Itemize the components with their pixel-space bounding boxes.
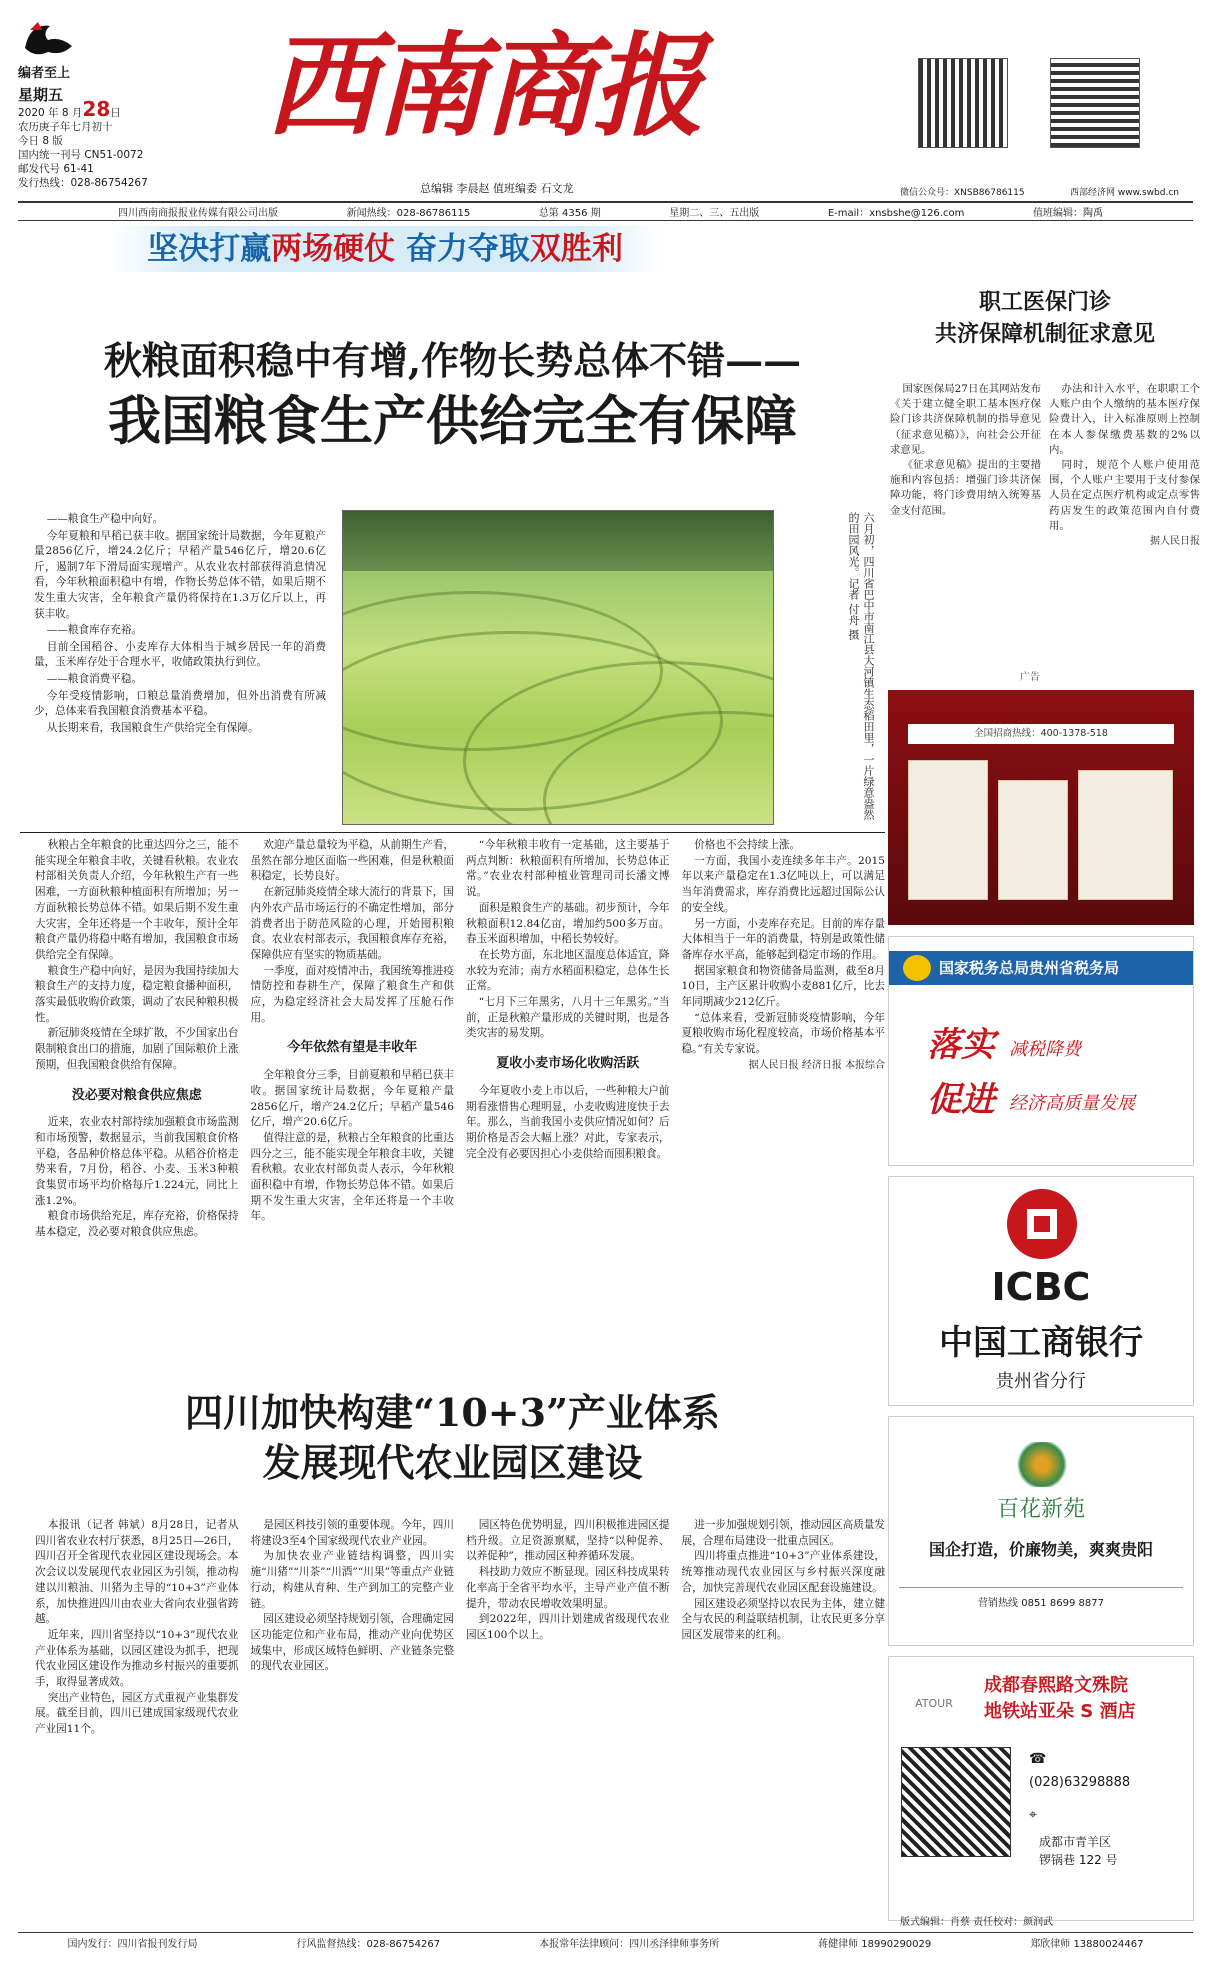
qr-wechat[interactable] [918,58,1008,148]
info-bar [18,201,1193,221]
lead-kicker: 秋粮面积稳中有增,作物长势总体不错—— [103,338,802,383]
weekday: 星期五 [18,86,64,104]
duty-editor: 值班编辑：陶禹 [1032,208,1103,219]
footer-law: 本报常年法律顾问：四川丞泽律师事务所 [539,1939,720,1950]
second-col-4: 进一步加强规划引领，推动园区高质量发展，合理布局建设一批重点园区。 四川将重点推进“10+3”产业体系建设，统筹推动现代农业园区与乡村振兴深度融合，加快完善现代农业园区配套设施建设。 园区建设必须坚持以农民为主体，建立健全与农民的利益联结机制，让农民更多分享园区发展带来的红利。 [681,1519,885,1641]
email: E-mail：xnsbshe@126.com [827,208,965,219]
icbc-cn: 中国工商银行 [939,1323,1143,1363]
hotline: 新闻热线：028-86786115 [346,208,471,219]
hotel-phone: (028)63298888 [1029,1775,1131,1790]
baihua-name: 百花新苑 [996,1497,1085,1522]
publisher: 四川西南商报报业传媒有限公司出版 [118,208,278,219]
second-col-2: 是园区科技引领的重要体现。今年，四川将建设3至4个国家级现代农业产业园。 为加快农业产业链结构调整，四川实施“川猪”“川茶”“川酒”“川果”等重点产业链行动，构建从育种、生产到加工的完整产业链。 园区建设必须坚持规划引领，合理确定园区功能定位和产业布局，推动产业向优势区域集中，形成区域特色鲜明、产业链条完整的现代农业园区。 [250,1519,454,1673]
page-sig: 版式编辑：肖蔡 责任校对：颜润武 [900,1917,1054,1928]
ad-tax-bureau[interactable] [888,936,1194,1166]
issue-meta [18,88,188,190]
logo-icon [20,18,80,60]
second-body [35,1518,885,1924]
second-headline: 四川加快构建“10+3”产业体系 发展现代农业园区建设 [185,1390,720,1485]
qr-caption-2: 西部经济网 www.swbd.cn [1070,188,1179,198]
right-col-1: 国家医保局27日在其网站发布《关于建立健全职工基本医疗保险门诊共济保障机制的指导意见（征求意见稿）》，向社会公开征求意见。 《征求意见稿》提出的主要措施和内容包括：增强门诊共济保障功能，将门诊费用纳入统筹基金支付范围。 [890,383,1041,517]
baihua-logo-icon [1014,1442,1070,1487]
baihua-slogan: 国企打造，价廉物美，爽爽贵阳 [928,1540,1153,1559]
slogan-2-sub: 经济高质量发展 [1009,1093,1135,1114]
hotel-addr-2: 锣锅巷 122 号 [1039,1853,1118,1867]
lead-summary: ——粮食生产稳中向好。 今年夏粮和早稻已获丰收。据国家统计局数据，今年夏粮产量2856亿斤，增24.2亿斤；早稻产量546亿斤，增20.6亿斤，遏制7年下滑局面实现增产。从农业农村部获得消息情况看，今年秋粮面积稳中有增，作物长势总体不错，如果后期不发生重大灾害，全年粮食产量仍将保持在1.3万亿斤以上，再获丰收。 ——粮食库存充裕。 目前全国稻谷、小麦库存大体相当于城乡居民一年的消费量，玉米库存处于合理水平，收储政策执行到位。 ——粮食消费平稳。 今年受疫情影响，口粮总量消费增加，但外出消费有所减少，总体来看我国粮食消费基本平稳。 从长期来看，我国粮食生产供给完全有保障。 [34,513,326,734]
icbc-en: ICBC [991,1265,1091,1309]
ad-baihua[interactable] [888,1416,1194,1646]
subhead: 今年依然有望是丰收年 [287,1040,418,1056]
lead-col-1: 秋粮占全年粮食的比重达四分之三，能不能实现全年粮食丰收，关键看秋粮。农业农村部相关负责人介绍，今年秋粮生产有一些困难，一方面秋粮种植面积有所增加；另一方面秋粮长势总体不错。如果后期不发生重大灾害，全年还将是一个丰收年，预计全年粮食产量仍将稳中略有增加，我国粮食市场供给完全有保障。 粮食生产稳中向好，是因为我国持续加大粮食生产的支持力度，稳定粮食播种面积，落实最低收购价政策，调动了农民种粮积极性。 新冠肺炎疫情在全球扩散，不少国家出台限制粮食出口的措施，加剧了国际粮价上涨预期，但我国粮食供给有保障。 没必要对粮食供应焦虑 近来，农业农村部持续加强粮食市场监测和市场预警，数据显示，当前我国粮食价格平稳，各品种价格总体平稳。从稻谷价格走势来看，7月份，稻谷、小麦、玉米3种粮食集贸市场平均价格每斤1.224元，同比上涨1.2%。 粮食市场供给充足，库存充裕，价格保持基本稳定，没必要对粮食供应焦虑。 [35,839,239,1239]
location-icon: ⌖ [1029,1807,1037,1823]
masthead-title: 西南商报 [265,21,701,152]
slogan-1-sub: 减税降费 [1009,1039,1081,1060]
lead-col-3: “今年秋粮丰收有一定基础，这主要基于两点判断：秋粮面积有所增加，长势总体正常。”农业农村部种植业管理司司长潘文博说。 面积是粮食生产的基础。初步预计，今年秋粮面积12.84亿亩，增加约500多万亩。春玉米面积增加，中稻长势较好。 在长势方面，东北地区温度总体适宜，降水较为充沛；南方水稻面积稳定，总体生长正常。 “七月下三年黑劣，八月十三年黑劣。”当前，正是秋粮产量形成的关键时期，也是各类灾害的易发期。 夏收小麦市场化收购活跃 今年夏收小麦上市以后，一些种粮大户前期看涨惜售心理明显，小麦收购进度快于去年。那么，当前我国小麦供应情况如何？后期价格是否会大幅上涨？对此，专家表示，完全没有必要因担心小麦供给而囤积粮食。 [466,839,670,1160]
ad-icbc[interactable] [888,1176,1194,1406]
lead-headline: 我国粮食生产供给完全有保障 [108,391,797,452]
product-box [998,780,1068,900]
phone: 发行热线：028-86754267 [18,177,148,189]
ad-hotline: 全国招商热线：400-1378-518 [908,724,1174,744]
lead-col-2: 欢迎产量总量较为平稳，从前期生产看，虽然在部分地区面临一些困难，但是秋粮面积稳定，长势良好。 在新冠肺炎疫情全球大流行的背景下，国内外农产品市场运行的不确定性增加，部分消费者出于防范风险的心理，开始囤积粮食。农业农村部表示，我国粮食库存充裕，保障供应有坚实的物质基础。 一季度，面对疫情冲击，我国统筹推进疫情防控和春耕生产，保障了粮食生产和供应，为稳定经济社会大局发挥了压舱石作用。 今年依然有望是丰收年 全年粮食分三季，目前夏粮和早稻已获丰收。据国家统计局数据，今年夏粮产量2856亿斤，增产24.2亿斤；早稻产量546亿斤，增产20.6亿斤。 值得注意的是，秋粮占全年粮食的比重达四分之三，能不能实现全年粮食丰收，关键看秋粮。农业农村部负责人表示，今年秋粮面积稳中有增，作物长势总体不错。如果后期不发生重大灾害，全年还将是一个丰收年。 [250,839,454,1223]
ad-liquor[interactable] [888,690,1194,925]
product-box [1078,770,1173,900]
qr-site[interactable] [1050,58,1140,148]
tax-emblem-icon [903,955,931,981]
motto: 编者至上 [18,66,71,81]
divider [20,832,885,833]
hotel-brand: ATOUR [915,1697,953,1710]
qr-code-icon [901,1747,1011,1857]
cn-number: 国内统一刊号 CN51-0072 [18,149,144,161]
second-col-1: 本报讯（记者 韩斌）8月28日，记者从四川省农业农村厅获悉，8月25日—26日，四川召开全省现代农业园区建设现场会。本次会议以发展现代农业园区为引领，推动构建以川粮油、川猪为主导的“10+3”产业体系，加快推进四川由农业大省向农业强省跨越。 近年来，四川省坚持以“10+3”现代农业产业体系为基础，以园区建设为抓手，把现代农业园区建设作为推动乡村振兴的重要抓手，取得显著成效。 突出产业特色，园区方式重视产业集群发展。截至目前，四川已建成国家级现代农业产业园11个。 [35,1519,239,1736]
schedule: 星期二、三、五出版 [669,208,760,219]
ad-label: 广告 [1020,672,1040,683]
editors: 总编辑 李晨赵 值班编委 石文龙 [420,182,574,195]
second-col-3: 园区特色优势明显，四川积极推进园区提档升级。立足资源禀赋，坚持“以种促养、以养促种”，推动园区种养循环发展。 科技助力效应不断显现。园区科技成果转化率高于全省平均水平，主导产业产值不断提升，带动农民增收效果明显。 到2022年，四川计划建成省级现代农业园区100个以上。 [466,1519,670,1641]
post-code: 邮发代号 61-41 [18,163,94,175]
issue-number: 总第 4356 期 [538,208,601,219]
phone-icon: ☎ [1029,1751,1047,1767]
footer-dist: 国内发行：四川省报刊发行局 [67,1939,198,1950]
byline: 据人民日报 [1150,536,1200,548]
lead-col-4: 价格也不会持续上涨。 一方面，我国小麦连续多年丰产。2015年以来产量稳定在1.3亿吨以上，可以满足当年消费需求，库存消费比远超过国际公认的安全线。 另一方面，小麦库存充足。目前的库存量大体相当于一年的消费量，特别是政策性储备库存水平高，能够起到稳定市场的作用。 据国家粮食和物资储备局监测，截至8月10日，主产区累计收购小麦881亿斤，比去年同期减少212亿斤。 “总体来看，受新冠肺炎疫情影响，今年夏粮收购市场化程度较高，市场价格基本平稳。”有关专家说。 据人民日报 经济日报 本报综合 [682,838,886,1333]
footer-lawyer-1: 蒋健律师 18990290029 [818,1939,932,1950]
right-headline: 职工医保门诊 共济保障机制征求意见 [934,289,1155,347]
ad-atour-hotel[interactable] [888,1656,1194,1921]
slogan-2: 促进 [927,1080,995,1120]
hotel-name-2: 地铁站亚朵 S 酒店 [984,1701,1136,1722]
qr-code-icon [918,58,1008,148]
tax-bureau-title: 国家税务总局贵州省税务局 [889,951,1193,985]
icbc-branch: 贵州省分行 [996,1371,1086,1392]
right-col-2: 办法和计入水平，在职职工个人账户由个人缴纳的基本医疗保险费计入，计入标准原则上控制在本人参保缴费基数的2%以内。 同时，规范个人账户使用范围，个人账户主要用于支付参保人员在定点医疗机构或定点零售药店发生的政策范围内自付费用。 据人民日报 [1049,382,1200,657]
lead-body [35,838,885,1333]
qr-caption-1: 微信公众号：XNSB86786115 [900,188,1025,198]
date: 2020 年 8 月28日 [18,97,121,121]
product-box [908,760,988,900]
hotel-addr-1: 成都市青羊区 [1039,1835,1112,1849]
photo-caption: 六月初，四川省巴中市南江县大河镇生态稻田里，一片绿意盎然的田园风光。记者 付舟 摄 [847,512,875,820]
qr-code-icon [1050,58,1140,148]
subhead: 夏收小麦市场化收购活跃 [496,1056,640,1072]
footer-lawyer-2: 郑欣律师 13880024467 [1030,1939,1144,1950]
byline: 据人民日报 经济日报 本报综合 [748,1059,885,1071]
lunar-date: 农历庚子年七月初十 [18,121,113,133]
right-body [890,382,1200,657]
slogan-1: 落实 [927,1025,995,1065]
footer-hotline: 行风监督热线：028-86754267 [296,1939,441,1950]
rice-terrace-photo [342,510,774,825]
page-count: 今日 8 版 [18,135,63,147]
baihua-phone: 营销热线 0851 8699 8877 [899,1587,1183,1609]
icbc-logo-icon [1007,1189,1077,1259]
hotel-name-1: 成都春熙路文殊院 [984,1675,1128,1696]
footer [18,1932,1193,1952]
subhead: 没必要对粮食供应焦虑 [71,1087,202,1103]
slogan-banner: 坚决打赢两场硬仗 奋力夺取双胜利 [110,226,660,272]
